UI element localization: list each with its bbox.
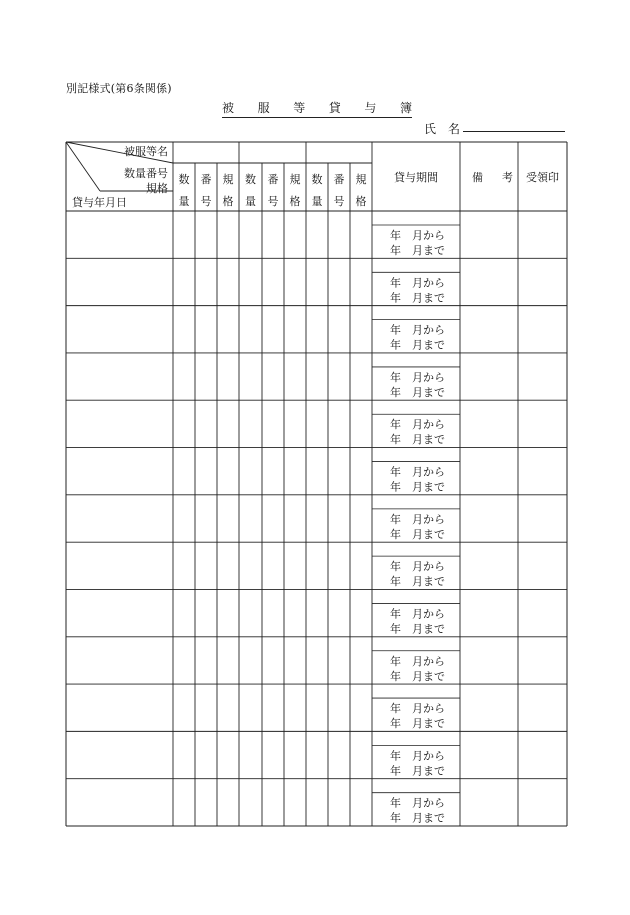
name-field-label: 氏名 bbox=[424, 122, 473, 136]
header-period-label: 貸与期間 bbox=[394, 171, 438, 184]
sub-column-label: 番 bbox=[200, 173, 212, 186]
header-spec-label: 規格 bbox=[146, 182, 168, 195]
period-from-text: 年 月から bbox=[390, 323, 445, 337]
title-char: 貸 bbox=[328, 101, 341, 115]
sub-column-label: 規 bbox=[355, 173, 367, 186]
header-receipt-label: 受領印 bbox=[526, 171, 559, 184]
period-from-text: 年 月から bbox=[390, 702, 445, 716]
header-item-name-label: 被服等名 bbox=[124, 145, 168, 158]
header-qty-number-label: 数量番号 bbox=[124, 167, 168, 180]
period-to-text: 年 月まで bbox=[390, 811, 445, 825]
sub-column-label: 量 bbox=[178, 195, 190, 208]
period-to-text: 年 月まで bbox=[390, 527, 445, 541]
period-to-text: 年 月まで bbox=[390, 717, 445, 731]
sub-column-label: 号 bbox=[267, 195, 279, 208]
period-to-text: 年 月まで bbox=[390, 764, 445, 778]
sub-column-label: 規 bbox=[222, 173, 234, 186]
sub-column-label: 号 bbox=[333, 195, 345, 208]
sub-column-label: 号 bbox=[200, 195, 212, 208]
period-from-text: 年 月から bbox=[390, 560, 445, 574]
period-to-text: 年 月まで bbox=[390, 622, 445, 636]
period-from-text: 年 月から bbox=[390, 465, 445, 479]
period-from-text: 年 月から bbox=[390, 512, 445, 526]
period-to-text: 年 月まで bbox=[390, 480, 445, 494]
period-to-text: 年 月まで bbox=[390, 385, 445, 399]
period-from-text: 年 月から bbox=[390, 229, 445, 242]
sub-column-label: 格 bbox=[222, 195, 234, 208]
title-char: 与 bbox=[364, 101, 377, 115]
sub-column-label: 番 bbox=[333, 173, 345, 186]
header-remarks-label: 考 bbox=[502, 171, 513, 184]
period-to-text: 年 月まで bbox=[390, 338, 445, 352]
period-from-text: 年 月から bbox=[390, 654, 445, 668]
title-char: 等 bbox=[293, 101, 306, 115]
header-lend-date-label: 貸与年月日 bbox=[72, 196, 127, 209]
period-from-text: 年 月から bbox=[390, 749, 445, 763]
sub-column-label: 量 bbox=[311, 195, 323, 208]
sub-column-label: 規 bbox=[289, 173, 301, 186]
sub-column-label: 格 bbox=[355, 195, 367, 208]
sub-column-label: 数 bbox=[178, 173, 190, 186]
period-from-text: 年 月から bbox=[390, 607, 445, 621]
period-to-text: 年 月まで bbox=[390, 575, 445, 589]
title-char: 簿 bbox=[399, 101, 412, 115]
period-to-text: 年 月まで bbox=[390, 669, 445, 683]
sub-column-label: 量 bbox=[245, 195, 256, 208]
period-to-text: 年 月まで bbox=[390, 291, 445, 305]
period-to-text: 年 月まで bbox=[390, 433, 445, 447]
period-to-text: 年 月まで bbox=[390, 244, 445, 257]
period-from-text: 年 月から bbox=[390, 276, 445, 290]
title-char: 服 bbox=[257, 101, 270, 115]
sub-column-label: 格 bbox=[289, 195, 301, 208]
sub-column-label: 数 bbox=[311, 173, 323, 186]
period-from-text: 年 月から bbox=[390, 796, 445, 810]
sub-column-label: 数 bbox=[245, 173, 256, 186]
period-from-text: 年 月から bbox=[390, 418, 445, 432]
period-from-text: 年 月から bbox=[390, 370, 445, 384]
sub-column-label: 番 bbox=[267, 173, 279, 186]
form-caption: 別記様式(第6条関係) bbox=[66, 82, 172, 95]
header-remarks-label: 備 bbox=[472, 171, 483, 184]
title-char: 被 bbox=[222, 101, 235, 115]
header-diagonal-lower bbox=[66, 142, 100, 191]
